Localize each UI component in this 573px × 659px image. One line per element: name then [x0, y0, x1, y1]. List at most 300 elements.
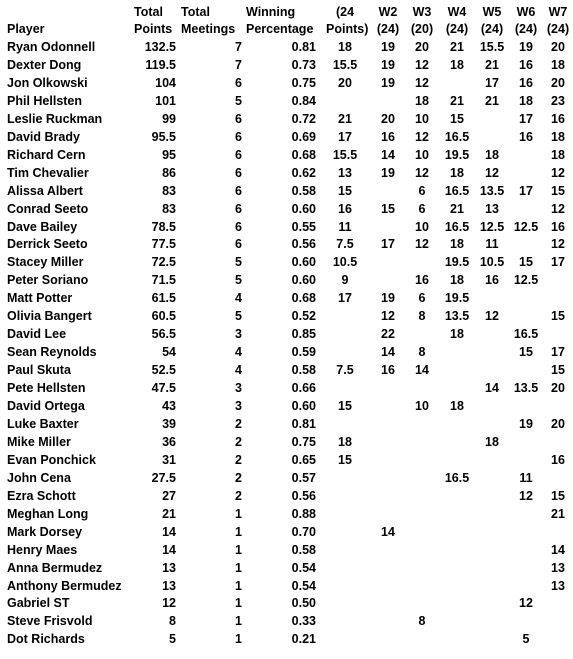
cell-w6: 16	[519, 129, 533, 144]
cell-player: Leslie Ruckman	[7, 111, 103, 126]
cell-pct: 0.60	[291, 399, 316, 413]
cell-w6	[510, 236, 542, 253]
header-total-meetings-line2: Meetings	[181, 22, 236, 36]
cell-w5	[476, 524, 508, 541]
cell-w6	[510, 147, 542, 164]
cell-w4: 18	[450, 57, 464, 72]
cell-player: Evan Ponchick	[7, 452, 96, 467]
cell-w2: 14	[381, 524, 395, 539]
cell-points: 61.5	[151, 291, 176, 306]
cell-meetings: 1	[235, 614, 242, 629]
cell-pct: 0.50	[291, 596, 316, 611]
cell-w3: 10	[415, 219, 429, 234]
header-w2-line2: (24)	[376, 22, 400, 36]
cell-w1	[326, 560, 364, 577]
table-row	[0, 344, 573, 361]
cell-meetings: 3	[235, 381, 242, 396]
cell-w1: 7.5	[336, 237, 354, 252]
table-row	[0, 398, 573, 415]
cell-meetings: 2	[235, 434, 242, 449]
cell-w2	[372, 560, 404, 577]
cell-w7	[544, 631, 572, 648]
cell-pct: 0.60	[291, 273, 316, 288]
cell-w4: 18	[450, 165, 464, 180]
cell-w3: 12	[415, 75, 429, 90]
table-row	[0, 183, 573, 200]
cell-w5	[476, 326, 508, 343]
cell-w3: 12	[415, 237, 429, 252]
cell-meetings: 6	[235, 183, 242, 198]
header-w5-line2: (24)	[480, 22, 504, 36]
cell-w2	[372, 254, 404, 271]
cell-w1: 20	[338, 75, 352, 90]
header-w7-line2: (24)	[546, 22, 570, 36]
cell-w4	[441, 542, 473, 559]
cell-w6: 15	[519, 345, 533, 360]
cell-w1: 16	[338, 201, 352, 216]
cell-w5: 13	[485, 201, 499, 216]
cell-w5: 12	[485, 165, 499, 180]
cell-w5: 17	[485, 75, 499, 90]
cell-w7	[544, 613, 572, 630]
cell-w3: 14	[415, 363, 429, 378]
cell-w3: 8	[418, 309, 426, 324]
cell-w1	[326, 416, 364, 433]
cell-meetings: 1	[235, 506, 242, 521]
cell-w1	[326, 524, 364, 541]
table-row	[0, 542, 573, 559]
cell-pct: 0.70	[291, 524, 316, 539]
cell-w3: 6	[418, 183, 426, 198]
header-w4-line2: (24)	[445, 22, 469, 36]
cell-w7: 12	[551, 237, 565, 252]
cell-meetings: 5	[235, 309, 242, 324]
header-w6-line1: W6	[516, 5, 536, 19]
cell-points: 86	[162, 165, 176, 180]
cell-w2: 12	[381, 309, 395, 324]
cell-points: 54	[162, 345, 176, 360]
cell-w4: 19.5	[444, 147, 470, 162]
table-row	[0, 75, 573, 92]
header-total-points-line1: Total	[134, 5, 163, 19]
cell-pct: 0.60	[291, 201, 316, 216]
cell-w3: 20	[415, 40, 429, 54]
cell-w4	[441, 416, 473, 433]
header-w3-line2: (20)	[410, 22, 434, 36]
cell-pct: 0.65	[291, 452, 316, 467]
cell-w7: 20	[551, 416, 565, 431]
cell-meetings: 7	[235, 57, 242, 72]
cell-points: 13	[162, 578, 176, 593]
cell-player: Henry Maes	[7, 542, 78, 557]
cell-meetings: 6	[235, 129, 242, 144]
cell-w1: 13	[338, 165, 352, 180]
cell-w4: 13.5	[444, 309, 470, 324]
cell-points: 77.5	[151, 237, 176, 252]
table-row	[0, 488, 573, 505]
cell-w2: 17	[381, 237, 395, 252]
cell-w5	[476, 362, 508, 379]
cell-w1	[326, 93, 364, 110]
cell-w2	[372, 183, 404, 200]
cell-w7	[544, 326, 572, 343]
cell-w7	[544, 524, 572, 541]
cell-w6	[510, 542, 542, 559]
cell-w2: 19	[381, 75, 395, 90]
cell-w5: 18	[485, 434, 499, 449]
cell-w4	[441, 380, 473, 397]
cell-w6: 19	[519, 416, 533, 431]
cell-w7: 15	[551, 309, 565, 324]
cell-player: Mark Dorsey	[7, 524, 83, 539]
cell-w2	[372, 434, 404, 451]
cell-w5: 21	[485, 93, 499, 108]
cell-w1	[326, 506, 364, 523]
table-row	[0, 236, 573, 253]
cell-w4: 15	[450, 111, 464, 126]
cell-w2: 20	[381, 111, 395, 126]
cell-points: 72.5	[151, 255, 176, 270]
cell-pct: 0.60	[291, 255, 316, 270]
cell-w1: 15	[338, 452, 352, 467]
cell-w2	[372, 416, 404, 433]
table-row	[0, 290, 573, 307]
cell-w6: 16	[519, 57, 533, 72]
cell-w4	[441, 488, 473, 505]
cell-pct: 0.56	[291, 237, 316, 252]
cell-w5: 12.5	[479, 219, 505, 234]
cell-w4: 18	[450, 273, 464, 288]
cell-w1: 9	[341, 273, 349, 288]
cell-w7	[544, 290, 572, 307]
cell-w5: 11	[485, 237, 499, 252]
cell-w6	[510, 578, 542, 595]
cell-w5	[476, 595, 508, 612]
cell-meetings: 6	[235, 165, 242, 180]
cell-w7: 17	[551, 345, 565, 360]
cell-w7	[544, 272, 572, 289]
cell-w7: 21	[551, 506, 565, 521]
cell-w2	[372, 470, 404, 487]
cell-points: 36	[162, 434, 176, 449]
cell-player: Mike Miller	[7, 434, 71, 449]
cell-w7: 13	[551, 578, 565, 593]
cell-w4: 16.5	[444, 470, 470, 485]
header-total-points-line2: Points	[134, 22, 173, 36]
cell-w4	[441, 452, 473, 469]
cell-w1	[326, 344, 364, 361]
cell-meetings: 6	[235, 219, 242, 234]
header-w7-line1: W7	[548, 5, 568, 19]
cell-player: Paul Skuta	[7, 363, 71, 378]
cell-w3: 12	[415, 165, 429, 180]
cell-w7: 16	[551, 219, 565, 234]
cell-points: 99	[162, 111, 176, 126]
cell-w5	[476, 129, 508, 146]
cell-player: Ryan Odonnell	[7, 40, 96, 54]
cell-pct: 0.62	[291, 165, 316, 180]
cell-player: Olivia Bangert	[7, 309, 92, 324]
cell-w2: 15	[381, 201, 395, 216]
cell-meetings: 1	[235, 596, 242, 611]
cell-player: Dexter Dong	[7, 57, 82, 72]
cell-w1: 10.5	[332, 255, 358, 270]
cell-w1	[326, 613, 364, 630]
cell-w5: 12	[485, 309, 499, 324]
cell-points: 8	[169, 614, 176, 629]
cell-player: Steve Frisvold	[7, 614, 93, 629]
cell-points: 71.5	[151, 273, 176, 288]
cell-w1: 7.5	[336, 363, 354, 378]
cell-meetings: 4	[235, 345, 242, 360]
cell-w3: 18	[415, 93, 429, 108]
cell-meetings: 6	[235, 147, 242, 162]
cell-pct: 0.58	[291, 183, 316, 198]
header-winning-pct-line2: Percentage	[246, 22, 314, 36]
cell-pct: 0.58	[291, 542, 316, 557]
cell-w5	[476, 470, 508, 487]
cell-w1	[326, 631, 364, 648]
cell-player: Richard Cern	[7, 147, 86, 162]
cell-w4	[441, 613, 473, 630]
cell-points: 31	[162, 452, 176, 467]
cell-w2	[372, 506, 404, 523]
cell-w6: 12	[519, 596, 533, 611]
cell-player: Phil Hellsten	[7, 93, 83, 108]
cell-pct: 0.81	[291, 416, 316, 431]
cell-w5	[476, 290, 508, 307]
table-row	[0, 254, 573, 271]
cell-pct: 0.52	[291, 309, 316, 324]
cell-w1	[326, 326, 364, 343]
cell-w2	[372, 219, 404, 236]
cell-w3	[407, 326, 437, 343]
cell-meetings: 2	[235, 416, 242, 431]
cell-meetings: 2	[235, 452, 242, 467]
cell-pct: 0.55	[291, 219, 316, 234]
cell-w3: 8	[418, 345, 426, 360]
cell-pct: 0.56	[291, 488, 316, 503]
cell-w2	[372, 631, 404, 648]
cell-w5: 18	[485, 147, 499, 162]
cell-w4	[441, 434, 473, 451]
cell-w2	[372, 613, 404, 630]
cell-w3	[407, 542, 437, 559]
cell-meetings: 7	[235, 40, 242, 54]
cell-w7: 15	[551, 363, 565, 378]
cell-w3	[407, 416, 437, 433]
cell-pct: 0.33	[291, 614, 316, 629]
cell-pct: 0.88	[291, 506, 316, 521]
cell-points: 12	[162, 596, 176, 611]
cell-w7: 20	[551, 40, 565, 54]
cell-points: 52.5	[151, 363, 176, 378]
cell-w3	[407, 380, 437, 397]
cell-w1	[326, 308, 364, 325]
table-row	[0, 524, 573, 541]
cell-pct: 0.68	[291, 147, 316, 162]
cell-meetings: 5	[235, 93, 242, 108]
table-row	[0, 595, 573, 612]
cell-w5: 13.5	[479, 183, 505, 198]
cell-w3: 12	[415, 129, 429, 144]
cell-w5	[476, 344, 508, 361]
table-row	[0, 165, 573, 182]
table-row	[0, 326, 573, 343]
cell-w3	[407, 434, 437, 451]
cell-player: Dave Bailey	[7, 219, 78, 234]
cell-w6: 16.5	[513, 327, 539, 342]
cell-w7: 18	[551, 57, 565, 72]
cell-w4: 19.5	[444, 291, 470, 306]
cell-w7: 18	[551, 129, 565, 144]
cell-w2: 19	[381, 165, 395, 180]
cell-w7: 12	[551, 165, 565, 180]
table-row	[0, 362, 573, 379]
header-w1-line2: Points)	[326, 22, 369, 36]
cell-w3: 10	[415, 111, 429, 126]
cell-w3: 6	[418, 201, 426, 216]
table-row	[0, 578, 573, 595]
cell-player: David Lee	[7, 327, 67, 342]
cell-meetings: 6	[235, 75, 242, 90]
table-row	[0, 452, 573, 469]
cell-player: Tim Chevalier	[7, 165, 89, 180]
cell-points: 119.5	[145, 57, 176, 72]
cell-w1	[326, 542, 364, 559]
cell-meetings: 1	[235, 524, 242, 539]
cell-w1: 17	[338, 129, 352, 144]
cell-w4: 18	[450, 399, 464, 413]
cell-meetings: 5	[235, 255, 242, 270]
cell-w4	[441, 578, 473, 595]
cell-w2	[372, 452, 404, 469]
cell-w7: 15	[551, 488, 565, 503]
cell-meetings: 1	[235, 542, 242, 557]
cell-w5: 16	[485, 273, 499, 288]
cell-w5	[476, 488, 508, 505]
table-row	[0, 380, 573, 397]
cell-points: 13	[162, 560, 176, 575]
cell-pct: 0.75	[291, 75, 316, 90]
cell-points: 14	[162, 542, 176, 557]
cell-w4	[441, 75, 473, 92]
table-row	[0, 129, 573, 146]
cell-w7: 13	[551, 560, 565, 575]
cell-w4: 16.5	[444, 219, 470, 234]
cell-w7: 16	[551, 111, 565, 126]
table-row	[0, 201, 573, 218]
cell-points: 39	[162, 416, 176, 431]
cell-w6: 12.5	[513, 219, 539, 234]
cell-w6	[510, 308, 542, 325]
cell-player: Anna Bermudez	[7, 560, 103, 575]
table-row	[0, 434, 573, 451]
cell-w1: 15.5	[332, 57, 358, 72]
cell-w3	[407, 560, 437, 577]
cell-pct: 0.69	[291, 129, 316, 144]
cell-player: Luke Baxter	[7, 416, 79, 431]
cell-w6: 12	[519, 488, 533, 503]
cell-player: Peter Soriano	[7, 273, 89, 288]
cell-points: 95	[162, 147, 176, 162]
cell-player: David Ortega	[7, 399, 85, 413]
cell-w5	[476, 613, 508, 630]
header-w4-line1: W4	[447, 5, 467, 19]
cell-w6: 18	[519, 93, 533, 108]
cell-w2	[372, 542, 404, 559]
cell-pct: 0.54	[291, 578, 316, 593]
cell-w3: 10	[415, 147, 429, 162]
cell-w5	[476, 452, 508, 469]
cell-w6: 17	[519, 111, 533, 126]
cell-w1: 17	[338, 291, 352, 306]
header-winning-pct-line1: Winning	[246, 5, 296, 19]
cell-w5: 21	[485, 57, 499, 72]
table-row	[0, 631, 573, 648]
cell-w5	[476, 506, 508, 523]
cell-pct: 0.66	[291, 381, 316, 396]
cell-meetings: 2	[235, 470, 242, 485]
cell-points: 60.5	[151, 309, 176, 324]
cell-w1	[326, 595, 364, 612]
cell-w1	[326, 578, 364, 595]
cell-w3: 16	[415, 273, 429, 288]
cell-w6	[510, 452, 542, 469]
cell-w2: 16	[381, 363, 395, 378]
cell-w6: 17	[519, 183, 533, 198]
cell-w3	[407, 488, 437, 505]
cell-player: David Brady	[7, 129, 80, 144]
cell-w2: 16	[381, 129, 395, 144]
cell-points: 83	[162, 201, 176, 216]
cell-player: Matt Potter	[7, 291, 73, 306]
cell-w7: 16	[551, 452, 565, 467]
cell-points: 14	[162, 524, 176, 539]
cell-player: Pete Hellsten	[7, 381, 86, 396]
table-row	[0, 57, 573, 74]
cell-w4: 16.5	[444, 129, 470, 144]
cell-w1: 15.5	[332, 147, 358, 162]
cell-meetings: 4	[235, 363, 242, 378]
cell-w6: 19	[519, 40, 533, 54]
table-row	[0, 308, 573, 325]
cell-pct: 0.21	[291, 632, 316, 647]
cell-pct: 0.84	[291, 93, 316, 108]
cell-w7: 18	[551, 147, 565, 162]
cell-w2	[372, 93, 404, 110]
cell-points: 95.5	[151, 129, 176, 144]
cell-player: Alissa Albert	[7, 183, 83, 198]
cell-points: 21	[162, 506, 176, 521]
header-row	[0, 4, 573, 38]
cell-w6	[510, 201, 542, 218]
cell-w6	[510, 362, 542, 379]
cell-w3	[407, 470, 437, 487]
cell-points: 78.5	[151, 219, 176, 234]
cell-w7: 17	[551, 255, 565, 270]
cell-player: Meghan Long	[7, 506, 89, 521]
cell-player: Sean Reynolds	[7, 345, 97, 360]
cell-w6	[510, 506, 542, 523]
cell-w4: 21	[450, 40, 464, 54]
table-row	[0, 560, 573, 577]
cell-player: Jon Olkowski	[7, 75, 88, 90]
cell-meetings: 1	[235, 560, 242, 575]
cell-w2	[372, 578, 404, 595]
cell-w7: 12	[551, 201, 565, 216]
table-row	[0, 39, 573, 56]
